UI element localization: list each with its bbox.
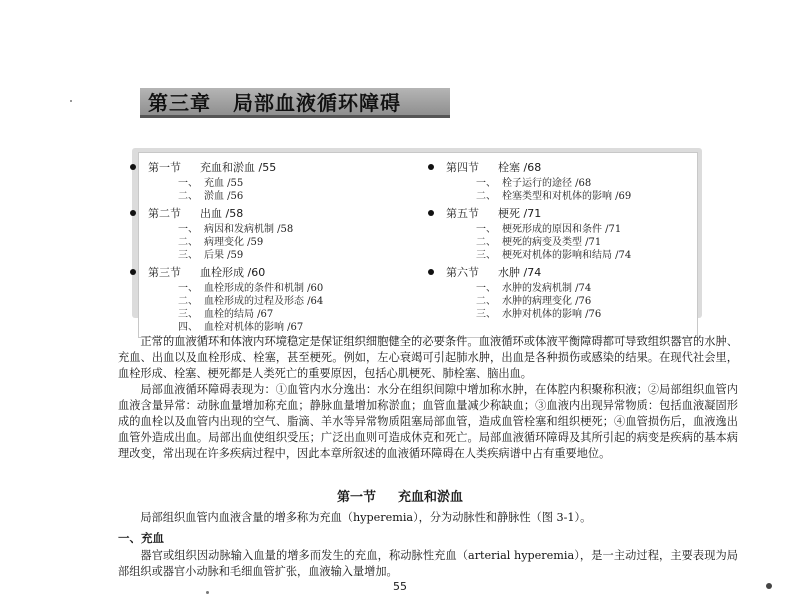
toc-item-number: 三、: [476, 250, 496, 261]
bullet-icon: [130, 269, 136, 275]
toc-item-number: 三、: [476, 309, 496, 320]
toc-section-number: 第二节: [148, 207, 181, 220]
toc-item[interactable]: 梗死形成的原因和条件 /71: [502, 224, 622, 235]
scan-speck: [70, 100, 72, 102]
chapter-number: 第三章: [148, 91, 211, 115]
bullet-icon: [428, 164, 434, 170]
toc-item-number: 一、: [178, 224, 198, 235]
toc-item[interactable]: 水肿的发病机制 /74: [502, 283, 592, 294]
toc-item[interactable]: 充血 /55: [204, 178, 244, 189]
toc-item[interactable]: 病因和发病机制 /58: [204, 224, 294, 235]
toc-item-number: 一、: [178, 283, 198, 294]
toc-section-number: 第五节: [446, 207, 479, 220]
toc-section-title[interactable]: 充血和淤血 /55: [200, 161, 277, 174]
toc-section: [428, 265, 631, 318]
section-intro: [118, 510, 738, 526]
toc-item[interactable]: 梗死的病变及类型 /71: [502, 237, 602, 248]
bullet-icon: [428, 210, 434, 216]
toc-item-number: 二、: [178, 191, 198, 202]
toc-item[interactable]: 栓塞类型和对机体的影响 /69: [502, 191, 632, 202]
intro-text: [118, 334, 738, 462]
toc-item[interactable]: 梗死对机体的影响和结局 /74: [502, 250, 632, 261]
subsection-heading: 一、充血: [118, 531, 164, 545]
toc-section: [130, 206, 323, 259]
toc-column-right: [428, 160, 631, 324]
toc-item-number: 一、: [476, 178, 496, 189]
toc-section-title[interactable]: 出血 /58: [200, 207, 244, 220]
scan-speck: [766, 583, 772, 589]
bullet-icon: [130, 164, 136, 170]
toc-item[interactable]: 栓子运行的途径 /68: [502, 178, 592, 189]
section-heading: [0, 486, 800, 505]
toc-item[interactable]: 病理变化 /59: [204, 237, 264, 248]
toc-section-title[interactable]: 水肿 /74: [498, 266, 542, 279]
chapter-title: 局部血液循环障碍: [233, 91, 401, 115]
toc-section-number: 第三节: [148, 266, 181, 279]
toc-item-number: 一、: [476, 283, 496, 294]
toc-section-title[interactable]: 血栓形成 /60: [200, 266, 266, 279]
toc-item[interactable]: 后果 /59: [204, 250, 244, 261]
scan-speck: [206, 591, 209, 594]
intro-paragraph-1: 正常的血液循环和体液内环境稳定是保证组织细胞健全的必要条件。血液循环或体液平衡障碍都可导致组织器官的水肿、充血、出血以及血栓形成、栓塞，甚至梗死。例如，左心衰竭可引起肺水肿，出血是各种损伤或感染的结果。在现代社会里，血栓形成、栓塞、梗死都是人类死亡的重要原因，包括心肌梗死、肺栓塞、脑出血。: [118, 335, 738, 380]
chapter-header: [140, 88, 450, 118]
toc-item-number: 三、: [178, 250, 198, 261]
section-intro-paragraph: 局部组织血管内血液含量的增多称为充血（hyperemia），分为动脉性和静脉性（图 3-1）。: [140, 511, 592, 524]
toc-section: [130, 160, 323, 200]
toc-item-number: 二、: [476, 296, 496, 307]
toc-section: [428, 160, 631, 200]
bullet-icon: [428, 269, 434, 275]
toc-item-number: 三、: [178, 309, 198, 320]
toc-item-number: 二、: [476, 191, 496, 202]
toc-item-number: 二、: [178, 237, 198, 248]
toc-item-number: 四、: [178, 322, 198, 333]
toc-item[interactable]: 血栓的结局 /67: [204, 309, 274, 320]
toc-section: [130, 265, 323, 331]
bullet-icon: [130, 210, 136, 216]
toc-item[interactable]: 血栓形成的过程及形态 /64: [204, 296, 324, 307]
toc-section-title[interactable]: 栓塞 /68: [498, 161, 542, 174]
toc-item-number: 二、: [476, 237, 496, 248]
toc-section-number: 第四节: [446, 161, 479, 174]
subsection-paragraph: 器官或组织因动脉输入血量的增多而发生的充血，称动脉性充血（arterial hyperemia），是一主动过程，主要表现为局部组织或器官小动脉和毛细血管扩张，血液输入量增加。: [118, 549, 738, 578]
toc-item[interactable]: 水肿的病理变化 /76: [502, 296, 592, 307]
toc-column-left: [130, 160, 323, 337]
toc-item-number: 二、: [178, 296, 198, 307]
intro-paragraph-2: 局部血液循环障碍表现为：①血管内水分逸出：水分在组织间隙中增加称水肿，在体腔内积聚称积液；②局部组织血管内血液含量异常：动脉血量增加称充血；静脉血量增加称淤血；血管血量减少称缺血；③血液内出现异常物质：包括血液凝固形成的血栓以及血管内出现的空气、脂滴、羊水等异常物质阻塞局部血管，造成血管栓塞和组织梗死；④血管损伤后，血液逸出血管外造成出血。局部出血使组织受压；广泛出血则可造成休克和死亡。局部血液循环障碍及其所引起的病变是疾病的基本病理改变，常出现在许多疾病过程中，因此本章所叙述的血液循环障碍在人类疾病谱中占有重要地位。: [118, 383, 738, 460]
toc-item[interactable]: 血栓形成的条件和机制 /60: [204, 283, 324, 294]
section-number: 第一节: [336, 490, 376, 505]
page-number: 55: [393, 580, 407, 593]
toc-item[interactable]: 血栓对机体的影响 /67: [204, 322, 304, 333]
toc-item[interactable]: 淤血 /56: [204, 191, 244, 202]
toc-item-number: 一、: [178, 178, 198, 189]
toc-item-number: 一、: [476, 224, 496, 235]
toc-section-number: 第六节: [446, 266, 479, 279]
section-title: 充血和淤血: [398, 490, 464, 505]
toc-item[interactable]: 水肿对机体的影响 /76: [502, 309, 602, 320]
subsection-text: [118, 548, 738, 580]
toc-section-number: 第一节: [148, 161, 181, 174]
toc-section: [428, 206, 631, 259]
toc-section-title[interactable]: 梗死 /71: [498, 207, 542, 220]
